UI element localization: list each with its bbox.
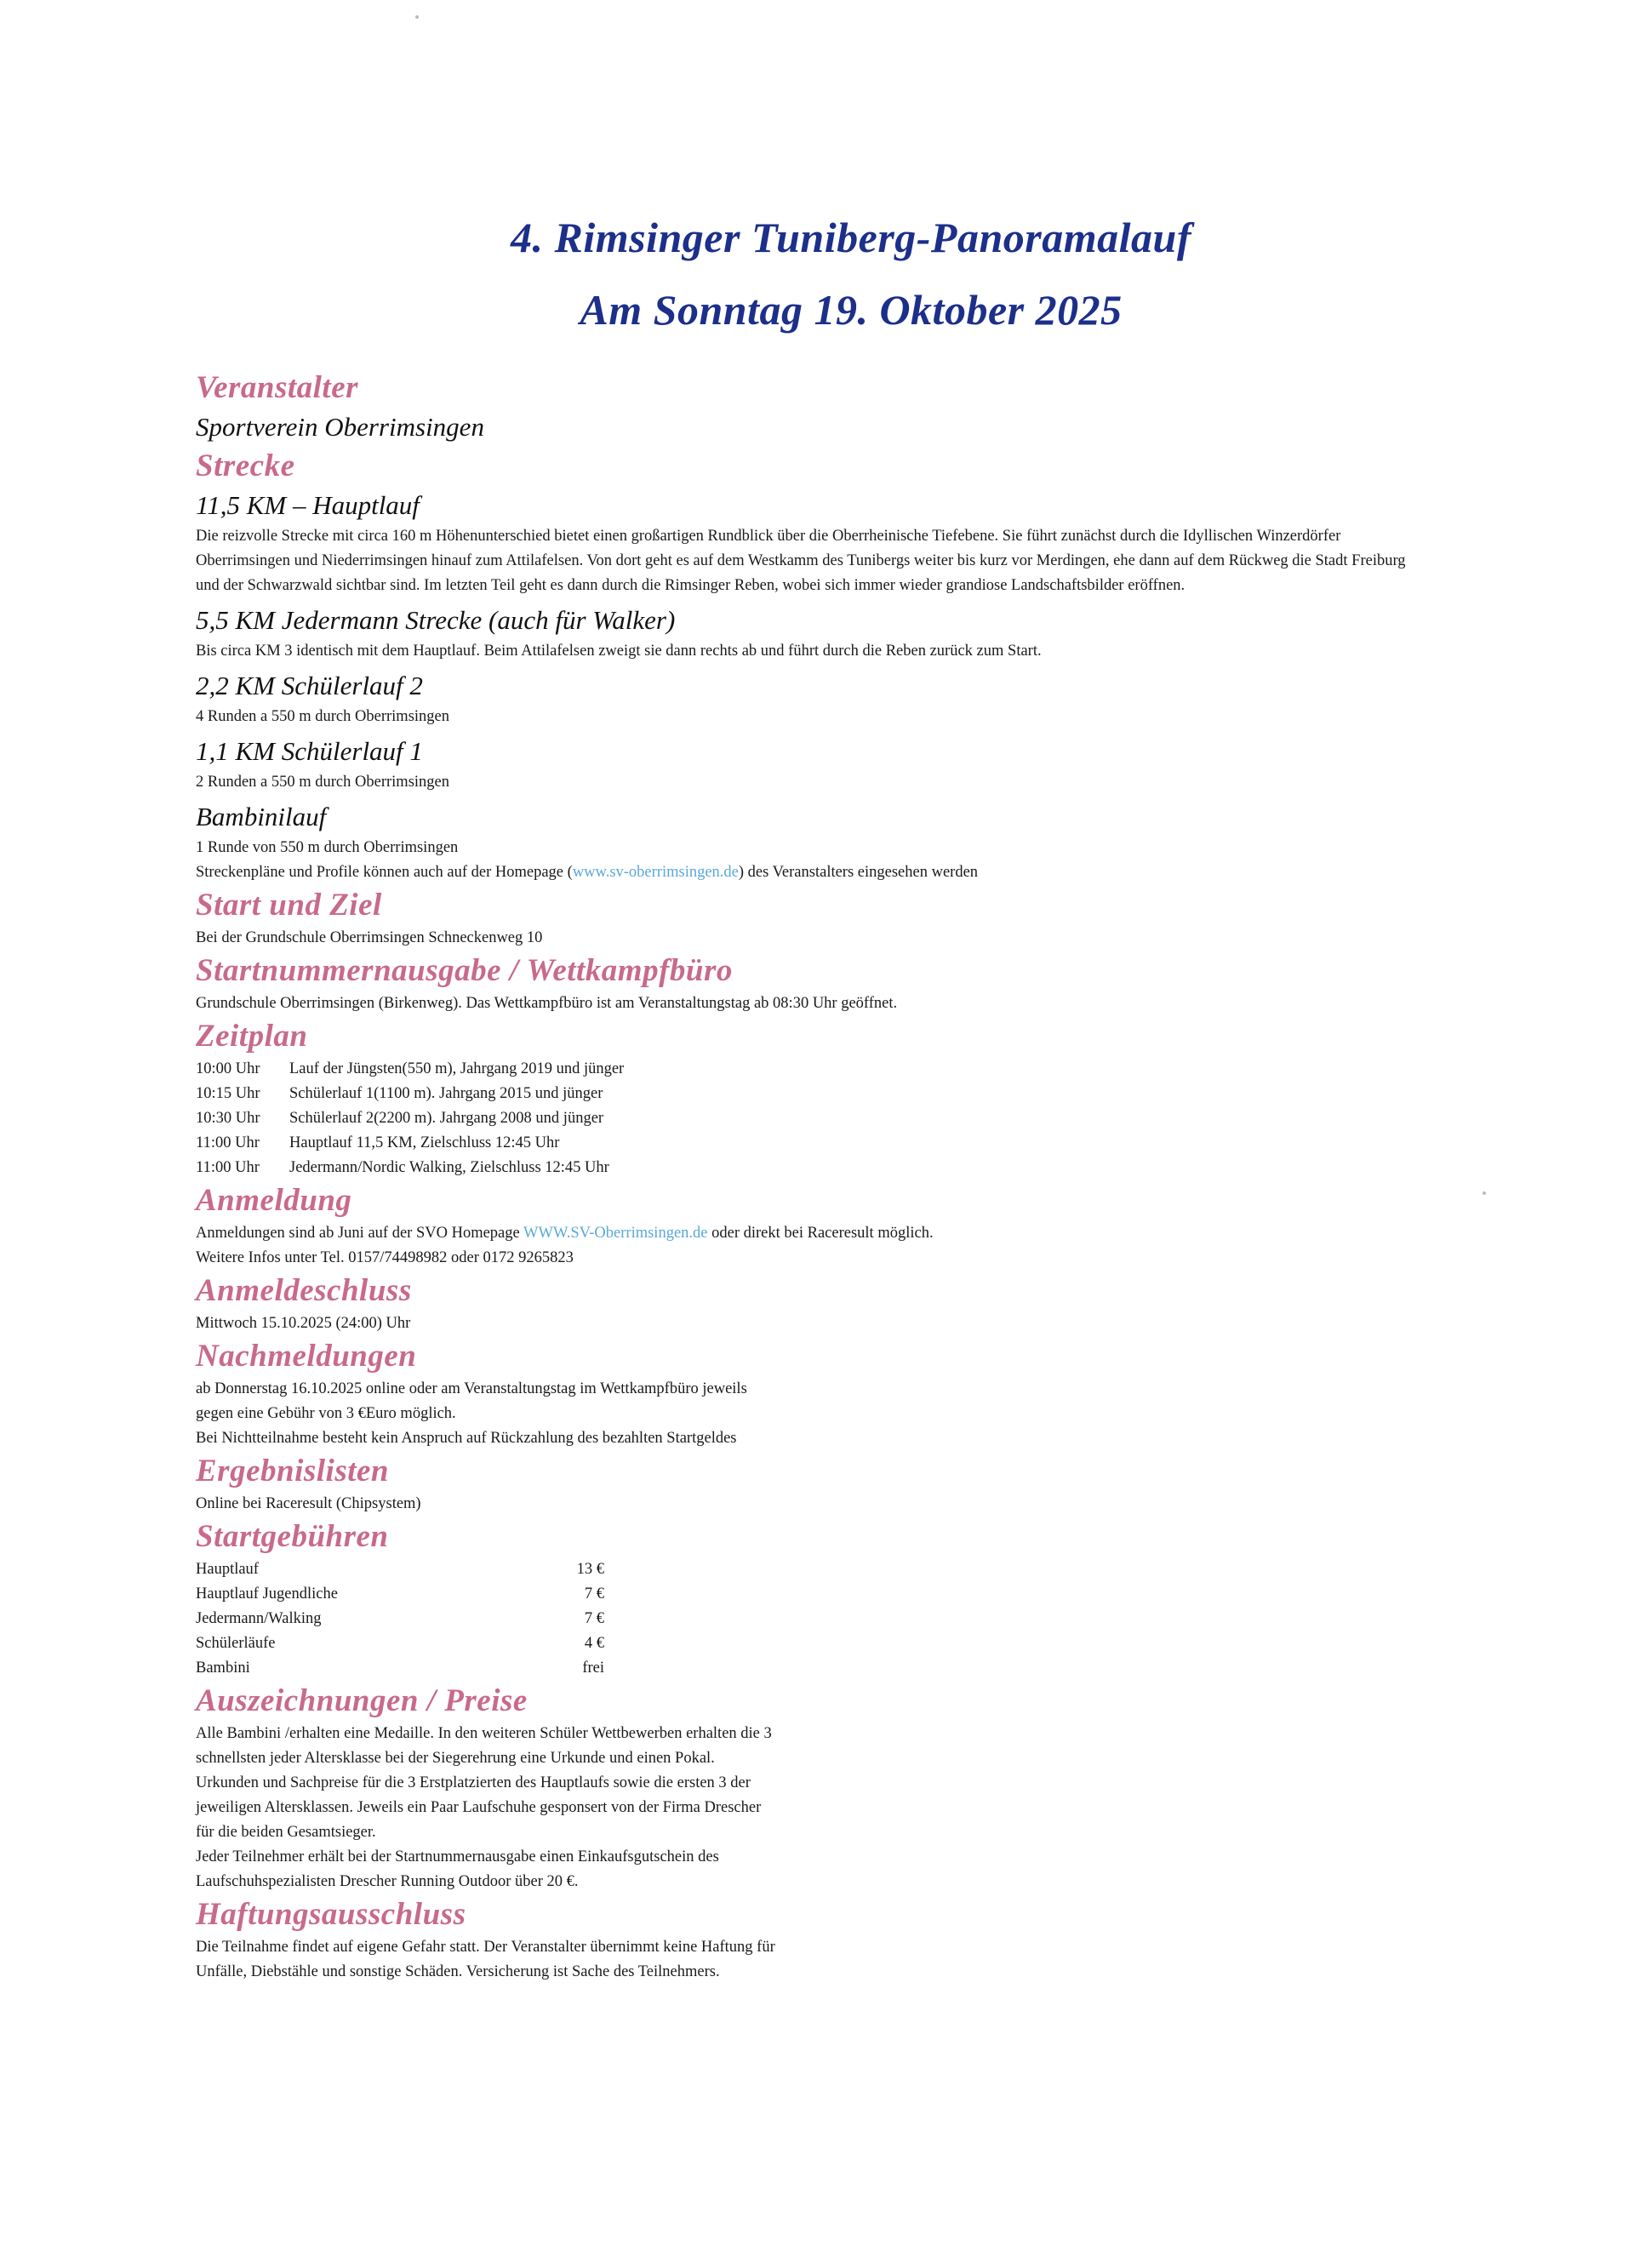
startnummern-text: Grundschule Oberrimsingen (Birkenweg). Das Wettkampfbüro ist am Veranstaltungstag ab 08:30 Uhr geöffnet.	[196, 995, 898, 1012]
schedule-row	[196, 1106, 624, 1131]
schedule-desc: Hauptlauf 11,5 KM, Zielschluss 12:45 Uhr	[289, 1134, 560, 1151]
heading-veranstalter: Veranstalter	[196, 370, 359, 405]
heading-haftung: Haftungsausschluss	[196, 1897, 466, 1932]
scan-speck	[1483, 1191, 1486, 1195]
fee-value: 7 €	[584, 1585, 604, 1602]
ergebnislisten-text: Online bei Raceresult (Chipsystem)	[196, 1495, 421, 1512]
schedule-desc: Lauf der Jüngsten(550 m), Jahrgang 2019 und jünger	[289, 1060, 625, 1077]
fee-row	[196, 1557, 604, 1582]
scan-speck	[415, 15, 419, 19]
auszeichnungen-line: schnellsten jeder Altersklasse bei der Siegerehrung eine Urkunde und einen Pokal.	[196, 1750, 715, 1767]
organizer-name: Sportverein Oberrimsingen	[196, 412, 484, 442]
anmeldeschluss-text: Mittwoch 15.10.2025 (24:00) Uhr	[196, 1315, 411, 1332]
route-bambini-title: Bambinilauf	[196, 802, 327, 831]
heading-zeitplan: Zeitplan	[196, 1019, 308, 1054]
fee-name: Hauptlauf Jugendliche	[196, 1585, 338, 1602]
anmeldung-before: Anmeldungen sind ab Juni auf der SVO Homepage	[196, 1225, 524, 1242]
schedule-time: 10:00 Uhr	[196, 1060, 260, 1077]
heading-auszeichnungen: Auszeichnungen / Preise	[196, 1683, 528, 1718]
route-bambini-text: 1 Runde von 550 m durch Oberrimsingen	[196, 839, 459, 856]
schedule-table	[196, 1057, 624, 1180]
route-plans-before: Streckenpläne und Profile können auch auf der Homepage (	[196, 864, 573, 881]
route-schueler2-text: 4 Runden a 550 m durch Oberrimsingen	[196, 708, 449, 725]
schedule-time: 11:00 Uhr	[196, 1159, 260, 1176]
schedule-desc: Schülerlauf 2(2200 m). Jahrgang 2008 und jünger	[289, 1110, 604, 1127]
schedule-row	[196, 1082, 624, 1106]
fee-value: 4 €	[584, 1635, 604, 1652]
homepage-link[interactable]: www.sv-oberrimsingen.de	[572, 864, 739, 881]
heading-anmeldeschluss: Anmeldeschluss	[196, 1273, 412, 1308]
route-plans-note	[196, 860, 1413, 885]
fee-name: Jedermann/Walking	[196, 1610, 322, 1627]
haftung-line: Unfälle, Diebstähle und sonstige Schäden. Versicherung ist Sache des Teilnehmers.	[196, 1963, 720, 1980]
auszeichnungen-line: Alle Bambini /erhalten eine Medaille. In den weiteren Schüler Wettbewerben erhalten die 3	[196, 1725, 772, 1742]
flyer-content	[196, 368, 1413, 1985]
fees-table	[196, 1557, 604, 1681]
fee-row	[196, 1656, 604, 1681]
schedule-time: 10:30 Uhr	[196, 1110, 260, 1127]
event-title: 4. Rimsinger Tuniberg-Panoramalauf	[511, 214, 1191, 261]
schedule-row	[196, 1057, 624, 1082]
schedule-row	[196, 1131, 624, 1156]
heading-start-ziel: Start und Ziel	[196, 888, 382, 923]
fee-row	[196, 1607, 604, 1631]
route-plans-after: ) des Veranstalters eingesehen werden	[738, 864, 979, 881]
fee-name: Hauptlauf	[196, 1561, 259, 1578]
schedule-row	[196, 1156, 624, 1180]
svo-homepage-link[interactable]: WWW.SV-Oberrimsingen.de	[523, 1225, 708, 1242]
nachmeldungen-line2: gegen eine Gebühr von 3 €Euro möglich.	[196, 1405, 456, 1422]
fee-value: 13 €	[576, 1561, 604, 1578]
heading-strecke: Strecke	[196, 448, 295, 483]
anmeldung-line2: Weitere Infos unter Tel. 0157/74498982 oder 0172 9265823	[196, 1249, 574, 1266]
auszeichnungen-line: Laufschuhspezialisten Drescher Running Outdoor über 20 €.	[196, 1873, 579, 1890]
fee-value: frei	[582, 1660, 604, 1677]
schedule-desc: Jedermann/Nordic Walking, Zielschluss 12:45 Uhr	[289, 1159, 609, 1176]
route-hauptlauf-text: Die reizvolle Strecke mit circa 160 m Höhenunterschied bietet einen großartigen Rundblick über die Oberrheinische Tiefebene. Sie führt zunächst durch die Idyllischen Winzerdörfer Oberrimsingen und Niederrimsingen hinauf zum Attilafelsen. Von dort geht es auf dem Westkamm des Tunibergs weiter bis kurz vor Merdingen, ehe dann auf dem Rückweg die Stadt Freiburg und der Schwarzwald sichtbar sind. Im letzten Teil geht es dann durch die Rimsinger Reben, wobei sich immer wieder grandiose Landschaftsbilder eröffnen.	[196, 528, 1406, 594]
anmeldung-after: oder direkt bei Raceresult möglich.	[707, 1225, 934, 1242]
auszeichnungen-line: jeweiligen Altersklassen. Jeweils ein Paar Laufschuhe gesponsert von der Firma Drescher	[196, 1799, 762, 1816]
anmeldung-line1	[196, 1221, 1413, 1246]
auszeichnungen-line: Jeder Teilnehmer erhält bei der Startnummernausgabe einen Einkaufsgutschein des	[196, 1848, 719, 1865]
route-schueler1-title: 1,1 KM Schülerlauf 1	[196, 736, 423, 766]
auszeichnungen-line: für die beiden Gesamtsieger.	[196, 1824, 376, 1841]
fee-name: Bambini	[196, 1660, 250, 1677]
route-hauptlauf-title: 11,5 KM – Hauptlauf	[196, 490, 420, 520]
heading-startgebuehren: Startgebühren	[196, 1519, 389, 1554]
haftung-line: Die Teilnahme findet auf eigene Gefahr statt. Der Veranstalter übernimmt keine Haftung für	[196, 1939, 775, 1956]
fee-row	[196, 1631, 604, 1656]
route-schueler2-title: 2,2 KM Schülerlauf 2	[196, 671, 423, 700]
heading-ergebnislisten: Ergebnislisten	[196, 1454, 389, 1488]
fee-value: 7 €	[584, 1610, 604, 1627]
route-schueler1-text: 2 Runden a 550 m durch Oberrimsingen	[196, 774, 449, 791]
fee-row	[196, 1582, 604, 1607]
schedule-time: 11:00 Uhr	[196, 1134, 260, 1151]
route-jedermann-title: 5,5 KM Jedermann Strecke (auch für Walker)	[196, 605, 676, 635]
schedule-time: 10:15 Uhr	[196, 1085, 260, 1102]
start-ziel-text: Bei der Grundschule Oberrimsingen Schneckenweg 10	[196, 929, 543, 946]
nachmeldungen-line3: Bei Nichtteilnahme besteht kein Anspruch auf Rückzahlung des bezahlten Startgeldes	[196, 1430, 737, 1447]
nachmeldungen-line1: ab Donnerstag 16.10.2025 online oder am Veranstaltungstag im Wettkampfbüro jeweils	[196, 1380, 747, 1397]
auszeichnungen-line: Urkunden und Sachpreise für die 3 Erstplatzierten des Hauptlaufs sowie die ersten 3 der	[196, 1774, 751, 1791]
heading-anmeldung: Anmeldung	[196, 1183, 352, 1218]
event-date: Am Sonntag 19. Oktober 2025	[580, 286, 1123, 334]
fee-name: Schülerläufe	[196, 1635, 276, 1652]
route-jedermann-text: Bis circa KM 3 identisch mit dem Hauptlauf. Beim Attilafelsen zweigt sie dann rechts ab und führt durch die Reben zurück zum Start.	[196, 643, 1042, 660]
heading-startnummern: Startnummernausgabe / Wettkampfbüro	[196, 953, 733, 988]
schedule-desc: Schülerlauf 1(1100 m). Jahrgang 2015 und jünger	[289, 1085, 603, 1102]
heading-nachmeldungen: Nachmeldungen	[196, 1339, 417, 1374]
